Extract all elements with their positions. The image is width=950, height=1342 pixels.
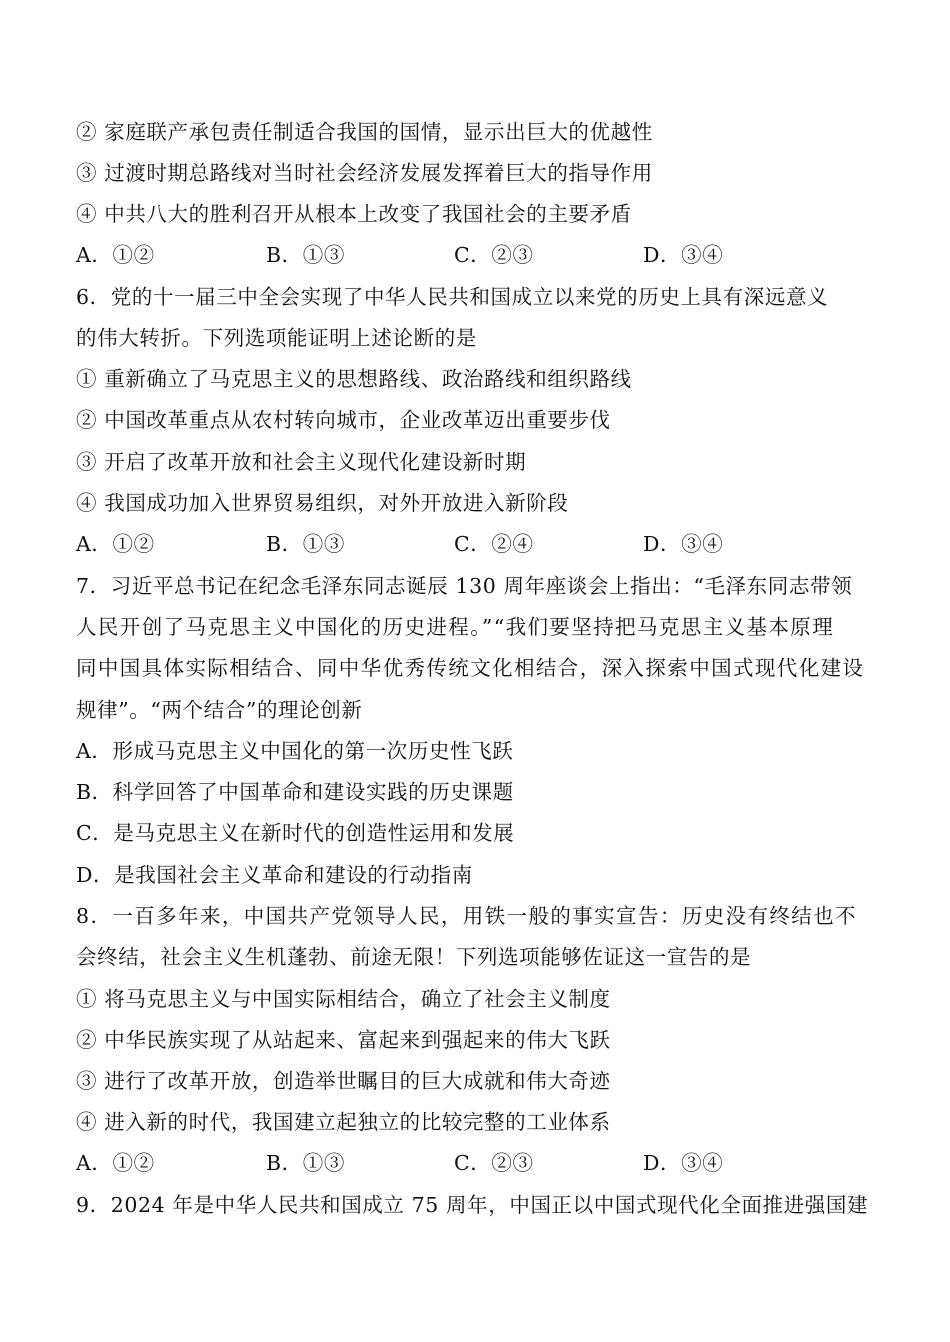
q6-item-1: ① 重新确立了马克思主义的思想路线、政治路线和组织路线 <box>76 367 632 391</box>
q5-option-a: A．①② <box>76 243 155 267</box>
q8-item-1: ① 将马克思主义与中国实际相结合，确立了社会主义制度 <box>76 987 611 1011</box>
q5-item-4: ④ 中共八大的胜利召开从根本上改变了我国社会的主要矛盾 <box>76 202 632 226</box>
q6-option-d: D．③④ <box>643 532 724 556</box>
q7-stem-line-2: 人民开创了马克思主义中国化的历史进程。”“我们要坚持把马克思主义基本原理 <box>76 615 835 639</box>
q8-item-3: ③ 进行了改革开放，创造举世瞩目的巨大成就和伟大奇迹 <box>76 1069 611 1093</box>
q6-item-2: ② 中国改革重点从农村转向城市，企业改革迈出重要步伐 <box>76 408 611 432</box>
q6-option-c: C．②④ <box>454 532 534 556</box>
q7-choice-a: A．形成马克思主义中国化的第一次历史性飞跃 <box>76 739 514 763</box>
q7-choice-b: B．科学回答了中国革命和建设实践的历史课题 <box>76 780 514 804</box>
q5-item-2: ② 家庭联产承包责任制适合我国的国情，显示出巨大的优越性 <box>76 120 653 144</box>
q7-stem-line-3: 同中国具体实际相结合、同中华优秀传统文化相结合，深入探索中国式现代化建设 <box>76 656 865 680</box>
q6-stem-line-2: 的伟大转折。下列选项能证明上述论断的是 <box>76 326 477 350</box>
q5-item-3: ③ 过渡时期总路线对当时社会经济发展发挥着巨大的指导作用 <box>76 161 653 185</box>
q8-stem-line-1: 8．一百多年来，中国共产党领导人民，用铁一般的事实宣告：历史没有终结也不 <box>76 904 857 928</box>
q7-stem-line-4: 规律”。“两个结合”的理论创新 <box>76 698 363 722</box>
q7-choice-d: D．是我国社会主义革命和建设的行动指南 <box>76 863 473 887</box>
q6-stem-line-1: 6．党的十一届三中全会实现了中华人民共和国成立以来党的历史上具有深远意义 <box>76 285 829 309</box>
q8-option-d: D．③④ <box>643 1151 724 1175</box>
q8-item-2: ② 中华民族实现了从站起来、富起来到强起来的伟大飞跃 <box>76 1028 611 1052</box>
q8-item-4: ④ 进入新的时代，我国建立起独立的比较完整的工业体系 <box>76 1110 611 1134</box>
q8-option-c: C．②③ <box>454 1151 534 1175</box>
q6-item-3: ③ 开启了改革开放和社会主义现代化建设新时期 <box>76 450 527 474</box>
q8-option-b: B．①③ <box>266 1151 345 1175</box>
q7-stem-line-1: 7．习近平总书记在纪念毛泽东同志诞辰 130 周年座谈会上指出：“毛泽东同志带领 <box>76 574 853 598</box>
q9-stem-line-1: 9．2024 年是中华人民共和国成立 75 周年，中国正以中国式现代化全面推进强国建 <box>76 1193 869 1217</box>
q5-option-c: C．②③ <box>454 243 534 267</box>
q6-item-4: ④ 我国成功加入世界贸易组织，对外开放进入新阶段 <box>76 491 569 515</box>
q7-choice-c: C．是马克思主义在新时代的创造性运用和发展 <box>76 821 515 845</box>
q6-option-b: B．①③ <box>266 532 345 556</box>
q8-option-a: A．①② <box>76 1151 155 1175</box>
q5-option-b: B．①③ <box>266 243 345 267</box>
q8-stem-line-2: 会终结，社会主义生机蓬勃、前途无限！下列选项能够佐证这一宣告的是 <box>76 945 752 969</box>
q5-option-d: D．③④ <box>643 243 724 267</box>
q6-option-a: A．①② <box>76 532 155 556</box>
